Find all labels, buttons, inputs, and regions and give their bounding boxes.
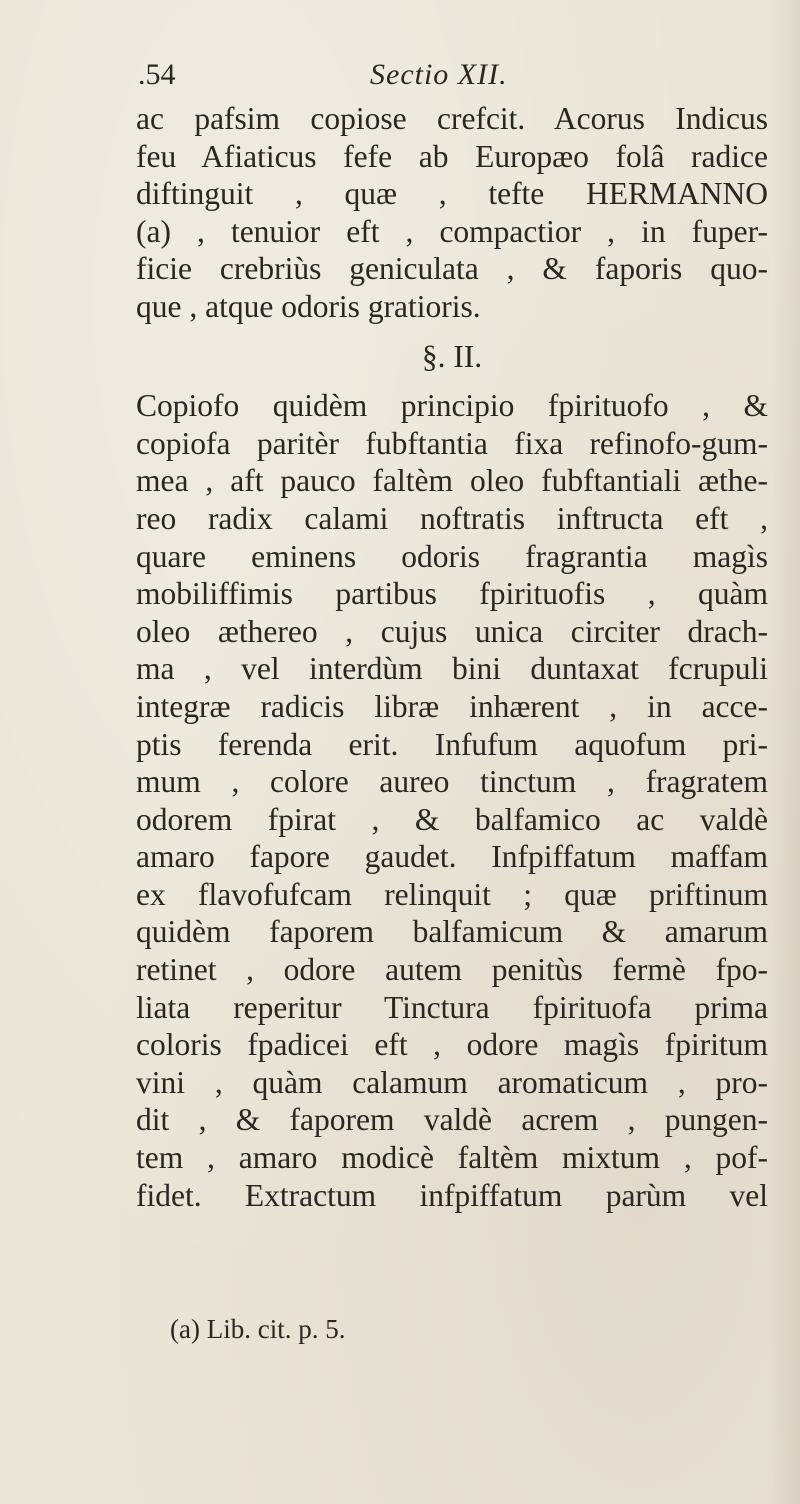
text-line: fidet. Extractum infpiffatum parùm vel — [136, 1177, 768, 1213]
text-line: tem , amaro modicè faltèm mixtum , pof- — [136, 1140, 768, 1176]
page-header — [0, 52, 800, 98]
text-line: retinet , odore autem penitùs fermè fpo- — [136, 952, 768, 988]
page-number: .54 — [138, 58, 176, 91]
text-line: quidèm faporem balfamicum & amarum — [136, 914, 768, 950]
text-line: coloris fpadicei eft , odore magìs fpiritum — [136, 1027, 768, 1063]
text-line: feu Afiaticus fefe ab Europæo folâ radice — [136, 138, 768, 174]
text-line: liata reperitur Tinctura fpirituofa prima — [136, 989, 768, 1025]
text-line: ficie crebriùs geniculata , & faporis quo- — [136, 251, 768, 287]
text-line: quare eminens odoris fragrantia magìs — [136, 538, 768, 574]
text-line: amaro fapore gaudet. Infpiffatum maffam — [136, 839, 768, 875]
section-heading: §. II. — [421, 338, 483, 374]
text-line: reo radix calami noftratis inftructa eft , — [136, 500, 768, 536]
text-line: copiofa paritèr fubftantia fixa refinofo-gum- — [136, 425, 768, 461]
text-line: odorem fpirat , & balfamico ac valdè — [136, 801, 768, 837]
footnote: (a) Lib. cit. p. 5. — [170, 1314, 346, 1344]
text-line: vini , quàm calamum aromaticum , pro- — [136, 1064, 768, 1100]
body-text — [136, 100, 768, 1214]
text-line: diftinguit , quæ , tefte HERMANNO — [136, 176, 768, 212]
text-line: mobiliffimis partibus fpirituofis , quàm — [136, 576, 768, 612]
text-line: ac pafsim copiose crefcit. Acorus Indicus — [136, 101, 768, 136]
text-line: (a) , tenuior eft , compactior , in fuper- — [136, 213, 768, 249]
text-line: integræ radicis libræ inhærent , in acce- — [136, 688, 768, 724]
text-line: ex flavofufcam relinquit ; quæ priftinum — [136, 876, 768, 912]
text-line: mea , aft pauco faltèm oleo fubftantiali æthe- — [136, 463, 768, 499]
text-line: Copiofo quidèm principio fpirituofo , & — [136, 388, 768, 424]
text-line: mum , colore aureo tinctum , fragratem — [136, 764, 768, 800]
text-line: que , atque odoris gratioris. — [136, 288, 481, 324]
text-line: dit , & faporem valdè acrem , pungen- — [136, 1102, 768, 1138]
text-line: oleo æthereo , cujus unica circiter drach- — [136, 613, 768, 649]
page-edge-shadow — [770, 0, 800, 1504]
text-line: ptis ferenda erit. Infufum aquofum pri- — [136, 726, 768, 762]
running-head: Sectio XII. — [370, 58, 508, 91]
text-line: ma , vel interdùm bini duntaxat fcrupuli — [136, 651, 768, 687]
